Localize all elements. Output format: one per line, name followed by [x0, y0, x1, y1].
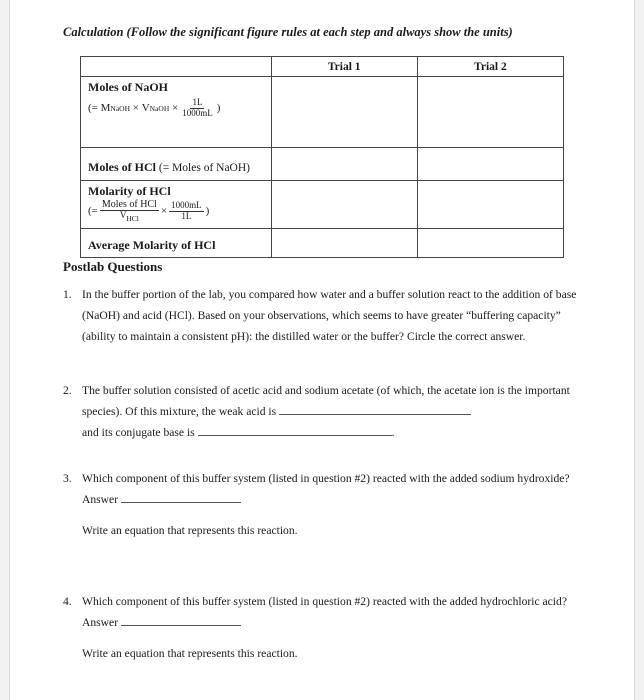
moles-naoh-trial-2-cell[interactable] — [417, 77, 563, 148]
average-molarity-label: Average Molarity of HCl — [88, 237, 216, 252]
moles-naoh-trial-1-cell[interactable] — [271, 77, 417, 148]
fraction-denominator: 1000mL — [182, 107, 213, 118]
question-4-number: 4. — [63, 595, 72, 608]
question-2-text: The buffer solution consisted of acetic acid and sodium acetate (of which, the acetate ion is the important species). Of this mixture, the weak acid is — [82, 384, 570, 418]
question-4-equation-prompt: Write an equation that represents this reaction. — [82, 647, 298, 660]
page-edge-right — [634, 0, 644, 700]
formula-prefix: (= M — [88, 102, 111, 115]
formula-sub-naoh: NaOH — [110, 103, 130, 113]
moles-naoh-label: Moles of NaOH — [88, 80, 168, 94]
formula-fraction — [180, 98, 215, 119]
molarity-hcl-label-cell — [81, 181, 272, 229]
formula-sub-naoh-v: NaOH — [149, 103, 170, 113]
formula-times-2: × — [171, 102, 179, 115]
question-2 — [63, 380, 583, 443]
question-3-equation-prompt: Write an equation that represents this reaction. — [82, 524, 298, 537]
question-3 — [63, 468, 583, 510]
table-row-average-molarity — [81, 229, 564, 258]
table-row-moles-hcl — [81, 148, 564, 181]
weak-acid-answer-blank[interactable] — [279, 403, 471, 415]
moles-hcl-trial-2-cell[interactable] — [417, 148, 563, 181]
naoh-reactant-answer-blank[interactable] — [121, 491, 241, 503]
formula-close: ) — [205, 205, 210, 218]
question-2-number: 2. — [63, 384, 72, 397]
fraction-1-denominator — [118, 211, 141, 223]
calculation-table — [80, 56, 564, 258]
fraction-1-numerator: Moles of HCl — [101, 199, 157, 210]
fraction-numerator: 1L — [192, 97, 203, 107]
formula-v: V — [141, 102, 150, 115]
question-4-text: Which component of this buffer system (listed in question #2) reacted with the added hydrochloric acid? Answer — [82, 595, 567, 629]
table-header-trial-2: Trial 2 — [417, 57, 563, 77]
table-header-trial-1: Trial 1 — [271, 57, 417, 77]
question-1-number: 1. — [63, 288, 72, 301]
formula-fraction-1 — [100, 199, 159, 223]
conjugate-base-answer-blank[interactable] — [198, 424, 392, 436]
moles-hcl-label-cell — [81, 148, 272, 181]
formula-times: × — [132, 102, 139, 115]
question-3-number: 3. — [63, 472, 72, 485]
moles-hcl-label-rest: (= Moles of NaOH) — [156, 162, 250, 174]
average-molarity-label-cell — [81, 229, 272, 258]
hcl-reactant-answer-blank[interactable] — [121, 614, 241, 626]
question-1 — [63, 284, 583, 347]
moles-hcl-trial-1-cell[interactable] — [271, 148, 417, 181]
page-edge-left — [0, 0, 10, 700]
fraction-1-den-v: V — [119, 210, 127, 220]
calculation-heading: Calculation (Follow the significant figure rules at each step and always show the units) — [63, 25, 513, 39]
fraction-1-den-sub: HCl — [126, 213, 139, 223]
moles-hcl-label: Moles of HCl — [88, 160, 156, 174]
question-2-end-period: . — [391, 426, 395, 439]
formula-fraction-2 — [169, 201, 204, 222]
question-3-text: Which component of this buffer system (listed in question #2) reacted with the added sodium hydroxide? Answer — [82, 472, 570, 506]
table-row-moles-naoh — [81, 77, 564, 148]
question-4 — [63, 591, 583, 633]
formula-open: (= — [88, 205, 98, 218]
table-row-molarity-hcl — [81, 181, 564, 229]
fraction-2-numerator: 1000mL — [171, 199, 202, 210]
question-1-text: In the buffer portion of the lab, you compared how water and a buffer solution react to the addition of base (NaOH) and acid (HCl). Based on your observations, which seems to have greater “buffering capacity” (ability to maintain a consistent pH): the distilled water or the buffer? Circle the correct answer. — [82, 288, 577, 343]
postlab-title: Postlab Questions — [63, 259, 163, 274]
molarity-hcl-label: Molarity of HCl — [88, 184, 171, 198]
average-molarity-trial-2-cell[interactable] — [417, 229, 563, 258]
table-header-row — [81, 57, 564, 77]
molarity-hcl-trial-1-cell[interactable] — [271, 181, 417, 229]
fraction-2-denominator: 1L — [181, 210, 192, 221]
table-header-blank — [81, 57, 272, 77]
question-2-line2: and its conjugate base is — [82, 426, 195, 439]
molarity-hcl-formula — [88, 199, 267, 223]
formula-close: ) — [216, 102, 221, 115]
moles-naoh-formula — [88, 98, 267, 119]
average-molarity-trial-1-cell[interactable] — [271, 229, 417, 258]
formula-times: × — [160, 205, 168, 218]
molarity-hcl-trial-2-cell[interactable] — [417, 181, 563, 229]
moles-naoh-label-cell — [81, 77, 272, 148]
